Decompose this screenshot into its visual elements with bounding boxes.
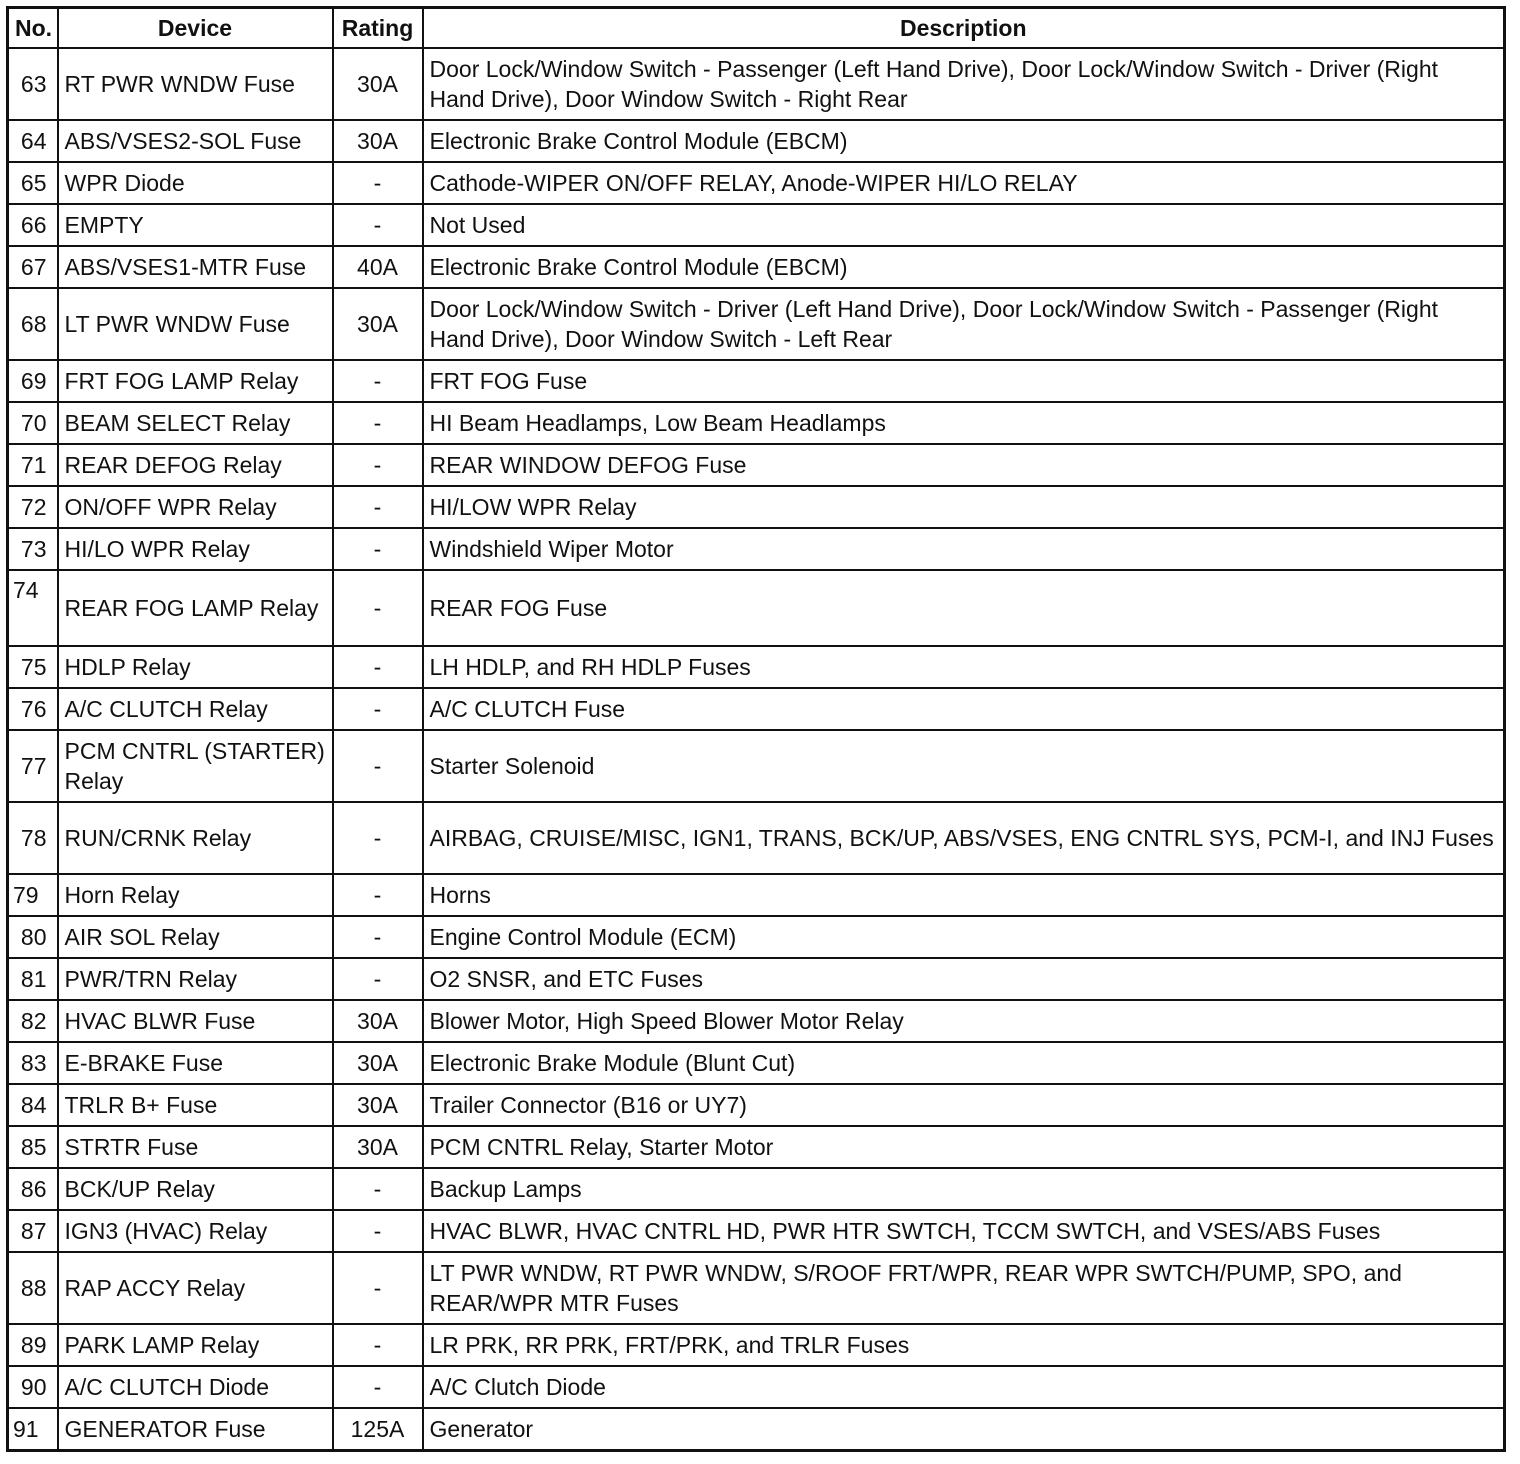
cell-description: Not Used [423, 204, 1505, 246]
cell-description: LT PWR WNDW, RT PWR WNDW, S/ROOF FRT/WPR, REAR WPR SWTCH/PUMP, SPO, and REAR/WPR MTR Fuses [423, 1252, 1505, 1324]
cell-device: RUN/CRNK Relay [58, 802, 333, 874]
table-row [8, 1408, 1505, 1451]
cell-rating: - [333, 570, 423, 646]
table-row [8, 1000, 1505, 1042]
cell-device: RT PWR WNDW Fuse [58, 48, 333, 120]
cell-no: 90 [8, 1366, 58, 1408]
cell-device: A/C CLUTCH Relay [58, 688, 333, 730]
cell-device: PARK LAMP Relay [58, 1324, 333, 1366]
header-no: No. [8, 8, 58, 49]
cell-no: 73 [8, 528, 58, 570]
cell-rating: - [333, 360, 423, 402]
table-row [8, 1324, 1505, 1366]
table-row [8, 402, 1505, 444]
cell-no: 70 [8, 402, 58, 444]
cell-no: 78 [8, 802, 58, 874]
cell-rating: - [333, 802, 423, 874]
cell-rating: - [333, 204, 423, 246]
cell-device: GENERATOR Fuse [58, 1408, 333, 1451]
cell-device: HI/LO WPR Relay [58, 528, 333, 570]
cell-description: Horns [423, 874, 1505, 916]
cell-no: 77 [8, 730, 58, 802]
cell-device: HDLP Relay [58, 646, 333, 688]
cell-description: FRT FOG Fuse [423, 360, 1505, 402]
cell-device: WPR Diode [58, 162, 333, 204]
cell-rating: - [333, 486, 423, 528]
cell-no: 91 [8, 1408, 58, 1451]
cell-no: 76 [8, 688, 58, 730]
cell-rating: - [333, 402, 423, 444]
table-row [8, 486, 1505, 528]
cell-description: HI/LOW WPR Relay [423, 486, 1505, 528]
cell-no: 68 [8, 288, 58, 360]
table-row [8, 528, 1505, 570]
cell-description: Blower Motor, High Speed Blower Motor Relay [423, 1000, 1505, 1042]
cell-no: 80 [8, 916, 58, 958]
cell-rating: - [333, 730, 423, 802]
table-row [8, 570, 1505, 646]
cell-device: EMPTY [58, 204, 333, 246]
cell-device: FRT FOG LAMP Relay [58, 360, 333, 402]
table-row [8, 874, 1505, 916]
cell-description: HI Beam Headlamps, Low Beam Headlamps [423, 402, 1505, 444]
cell-device: ABS/VSES1-MTR Fuse [58, 246, 333, 288]
fuse-relay-table [6, 6, 1506, 1452]
cell-rating: - [333, 916, 423, 958]
cell-rating: - [333, 688, 423, 730]
cell-device: LT PWR WNDW Fuse [58, 288, 333, 360]
cell-rating: 30A [333, 48, 423, 120]
cell-no: 89 [8, 1324, 58, 1366]
cell-description: O2 SNSR, and ETC Fuses [423, 958, 1505, 1000]
table-row [8, 48, 1505, 120]
cell-no: 67 [8, 246, 58, 288]
cell-device: STRTR Fuse [58, 1126, 333, 1168]
cell-rating: - [333, 1252, 423, 1324]
cell-device: HVAC BLWR Fuse [58, 1000, 333, 1042]
table-row [8, 360, 1505, 402]
cell-description: Cathode-WIPER ON/OFF RELAY, Anode-WIPER HI/LO RELAY [423, 162, 1505, 204]
cell-description: LR PRK, RR PRK, FRT/PRK, and TRLR Fuses [423, 1324, 1505, 1366]
table-row [8, 1042, 1505, 1084]
table-row [8, 204, 1505, 246]
cell-device: TRLR B+ Fuse [58, 1084, 333, 1126]
cell-description: LH HDLP, and RH HDLP Fuses [423, 646, 1505, 688]
cell-description: Door Lock/Window Switch - Driver (Left Hand Drive), Door Lock/Window Switch - Passenger (Right Hand Drive), Door Window Switch - Left Rear [423, 288, 1505, 360]
cell-no: 86 [8, 1168, 58, 1210]
cell-rating: - [333, 1366, 423, 1408]
table-row [8, 246, 1505, 288]
cell-device: A/C CLUTCH Diode [58, 1366, 333, 1408]
cell-description: Electronic Brake Module (Blunt Cut) [423, 1042, 1505, 1084]
cell-device: E-BRAKE Fuse [58, 1042, 333, 1084]
cell-rating: - [333, 1210, 423, 1252]
cell-description: Windshield Wiper Motor [423, 528, 1505, 570]
cell-no: 64 [8, 120, 58, 162]
cell-rating: 30A [333, 1084, 423, 1126]
cell-no: 79 [8, 874, 58, 916]
cell-no: 85 [8, 1126, 58, 1168]
table-row [8, 1084, 1505, 1126]
table-row [8, 288, 1505, 360]
cell-device: BCK/UP Relay [58, 1168, 333, 1210]
cell-device: IGN3 (HVAC) Relay [58, 1210, 333, 1252]
table-row [8, 916, 1505, 958]
table-row [8, 444, 1505, 486]
table-row [8, 1168, 1505, 1210]
cell-rating: 125A [333, 1408, 423, 1451]
cell-description: REAR WINDOW DEFOG Fuse [423, 444, 1505, 486]
cell-rating: - [333, 874, 423, 916]
table-row [8, 688, 1505, 730]
cell-device: PWR/TRN Relay [58, 958, 333, 1000]
cell-no: 65 [8, 162, 58, 204]
cell-description: Electronic Brake Control Module (EBCM) [423, 246, 1505, 288]
cell-rating: - [333, 528, 423, 570]
cell-description: A/C CLUTCH Fuse [423, 688, 1505, 730]
cell-description: PCM CNTRL Relay, Starter Motor [423, 1126, 1505, 1168]
cell-rating: - [333, 162, 423, 204]
header-description: Description [423, 8, 1505, 49]
cell-rating: 30A [333, 288, 423, 360]
cell-device: REAR FOG LAMP Relay [58, 570, 333, 646]
cell-no: 66 [8, 204, 58, 246]
cell-description: Door Lock/Window Switch - Passenger (Left Hand Drive), Door Lock/Window Switch - Driver (Right Hand Drive), Door Window Switch - Right Rear [423, 48, 1505, 120]
cell-device: ABS/VSES2-SOL Fuse [58, 120, 333, 162]
cell-device: REAR DEFOG Relay [58, 444, 333, 486]
table-row [8, 958, 1505, 1000]
cell-device: Horn Relay [58, 874, 333, 916]
cell-no: 63 [8, 48, 58, 120]
cell-device: BEAM SELECT Relay [58, 402, 333, 444]
cell-rating: 40A [333, 246, 423, 288]
table-row [8, 120, 1505, 162]
cell-description: Engine Control Module (ECM) [423, 916, 1505, 958]
cell-rating: - [333, 958, 423, 1000]
cell-rating: 30A [333, 120, 423, 162]
cell-device: RAP ACCY Relay [58, 1252, 333, 1324]
cell-rating: 30A [333, 1042, 423, 1084]
cell-device: ON/OFF WPR Relay [58, 486, 333, 528]
cell-rating: 30A [333, 1000, 423, 1042]
table-row [8, 802, 1505, 874]
table-header-row [8, 8, 1505, 49]
cell-no: 87 [8, 1210, 58, 1252]
cell-rating: - [333, 1168, 423, 1210]
table-row [8, 162, 1505, 204]
cell-device: AIR SOL Relay [58, 916, 333, 958]
cell-description: A/C Clutch Diode [423, 1366, 1505, 1408]
fuse-table-container [6, 6, 1506, 1458]
cell-description: AIRBAG, CRUISE/MISC, IGN1, TRANS, BCK/UP, ABS/VSES, ENG CNTRL SYS, PCM-I, and INJ Fuses [423, 802, 1505, 874]
cell-description: Backup Lamps [423, 1168, 1505, 1210]
cell-rating: - [333, 444, 423, 486]
cell-no: 88 [8, 1252, 58, 1324]
cell-no: 71 [8, 444, 58, 486]
cell-no: 69 [8, 360, 58, 402]
table-row [8, 1366, 1505, 1408]
cell-description: HVAC BLWR, HVAC CNTRL HD, PWR HTR SWTCH, TCCM SWTCH, and VSES/ABS Fuses [423, 1210, 1505, 1252]
cell-device: PCM CNTRL (STARTER) Relay [58, 730, 333, 802]
cell-description: REAR FOG Fuse [423, 570, 1505, 646]
table-row [8, 730, 1505, 802]
cell-no: 83 [8, 1042, 58, 1084]
cell-no: 72 [8, 486, 58, 528]
cell-description: Generator [423, 1408, 1505, 1451]
table-row [8, 646, 1505, 688]
cell-no: 81 [8, 958, 58, 1000]
header-rating: Rating [333, 8, 423, 49]
cell-description: Trailer Connector (B16 or UY7) [423, 1084, 1505, 1126]
table-row [8, 1252, 1505, 1324]
cell-description: Starter Solenoid [423, 730, 1505, 802]
cell-no: 84 [8, 1084, 58, 1126]
table-row [8, 1126, 1505, 1168]
cell-no: 74 [8, 570, 58, 646]
cell-rating: - [333, 646, 423, 688]
cell-rating: 30A [333, 1126, 423, 1168]
table-row [8, 1210, 1505, 1252]
cell-no: 75 [8, 646, 58, 688]
cell-no: 82 [8, 1000, 58, 1042]
header-device: Device [58, 8, 333, 49]
cell-rating: - [333, 1324, 423, 1366]
cell-description: Electronic Brake Control Module (EBCM) [423, 120, 1505, 162]
